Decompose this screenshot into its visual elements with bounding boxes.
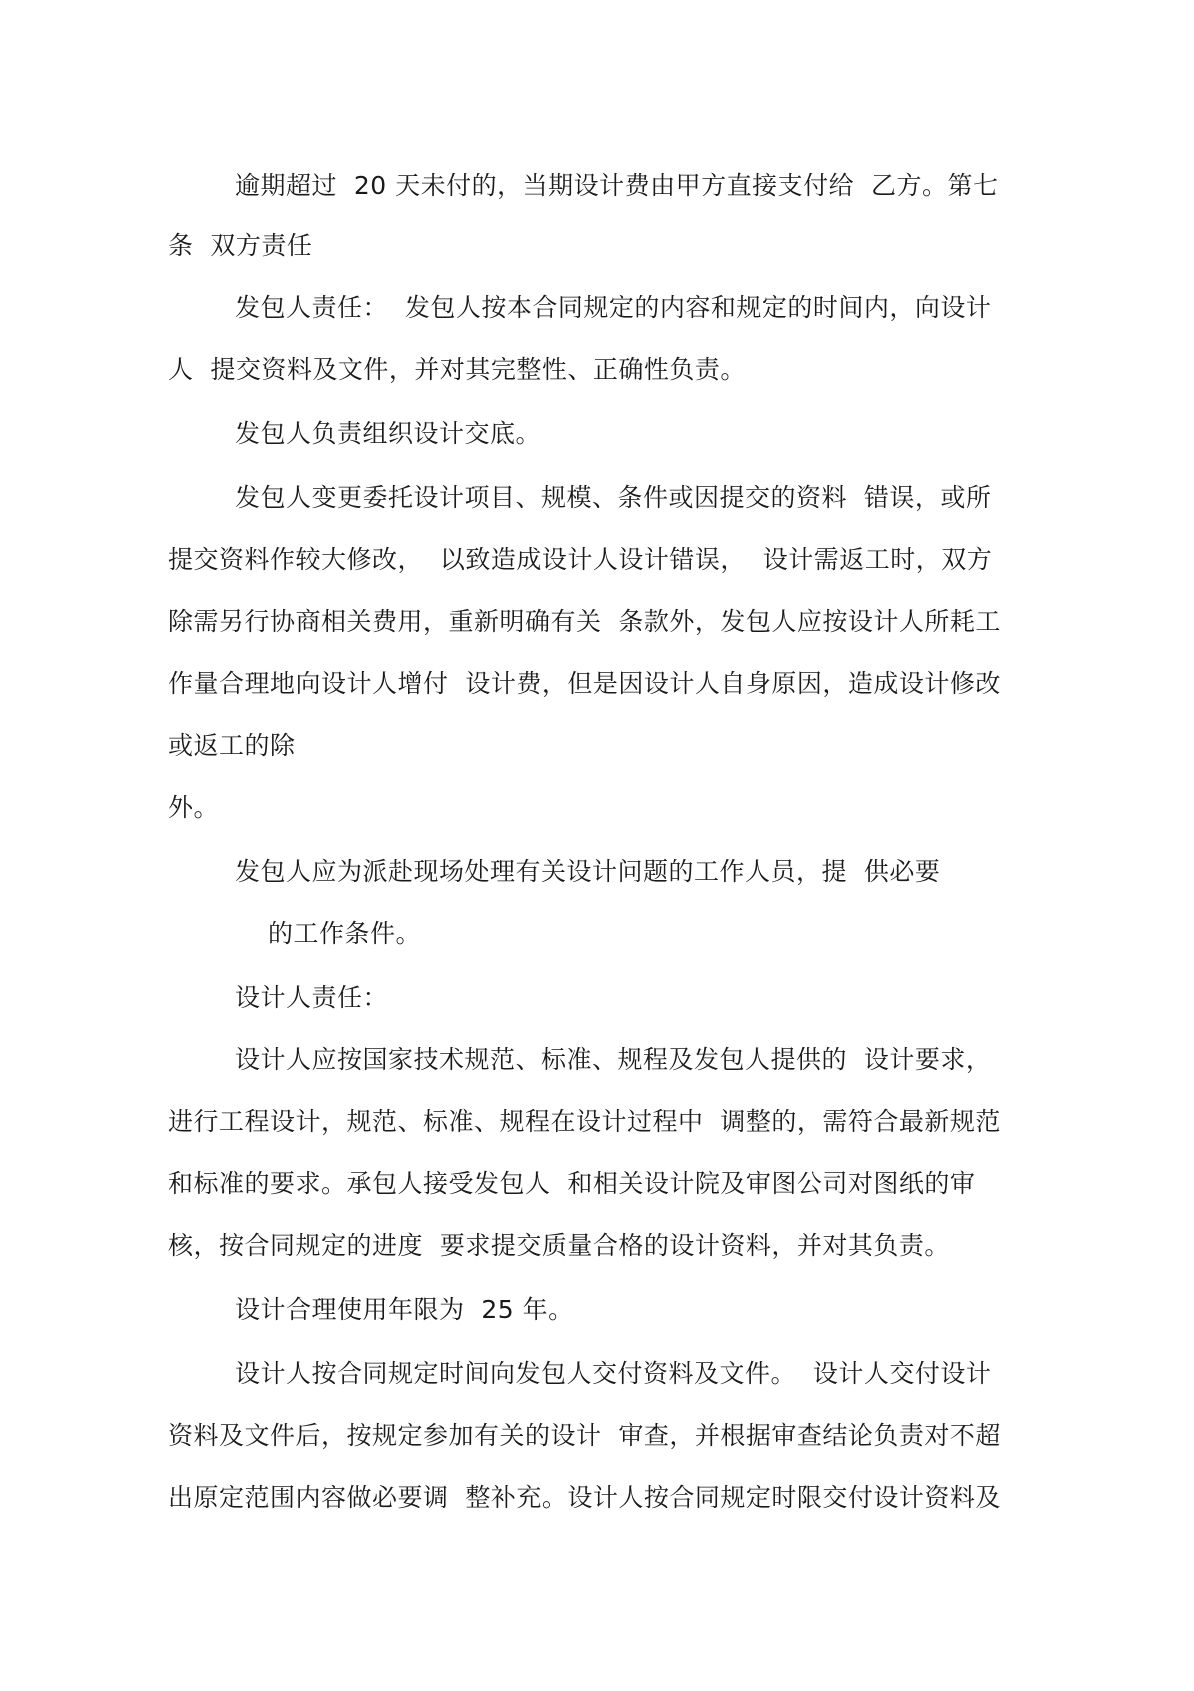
text-line: 发包人变更委托设计项目、规模、条件或因提交的资料 错误，或所: [235, 483, 992, 512]
text-line: 设计人按合同规定时间向发包人交付资料及文件。 设计人交付设计: [235, 1359, 992, 1388]
text-line: 逾期超过 20 天未付的，当期设计费由甲方直接支付给 乙方。第七: [235, 171, 999, 200]
text-line: 作量合理地向设计人增付 设计费，但是因设计人自身原因，造成设计修改: [168, 669, 1001, 698]
text-line: 发包人负责组织设计交底。: [235, 419, 542, 448]
text-line: 出原定范围内容做必要调 整补充。设计人按合同规定时限交付设计资料及: [168, 1483, 1001, 1512]
text-line: 除需另行协商相关费用，重新明确有关 条款外，发包人应按设计人所耗工: [168, 607, 1001, 636]
text-line: 和标准的要求。承包人接受发包人 和相关设计院及审图公司对图纸的审: [168, 1169, 976, 1198]
text-line: 资料及文件后，按规定参加有关的设计 审查，并根据审查结论负责对不超: [168, 1421, 1001, 1450]
text-line: 核，按合同规定的进度 要求提交质量合格的设计资料，并对其负责。: [168, 1231, 950, 1260]
text-line: 发包人责任： 发包人按本合同规定的内容和规定的时间内，向设计: [235, 293, 992, 322]
text-line: 外。: [168, 793, 220, 822]
text-line: 进行工程设计，规范、标准、规程在设计过程中 调整的，需符合最新规范: [168, 1107, 1001, 1136]
text-line: 设计人应按国家技术规范、标准、规程及发包人提供的 设计要求，: [235, 1045, 992, 1074]
text-line: 发包人应为派赴现场处理有关设计问题的工作人员，提 供必要: [235, 857, 941, 886]
text-line: 的工作条件。: [268, 919, 422, 948]
text-line: 人 提交资料及文件，并对其完整性、正确性负责。: [168, 355, 746, 384]
text-line: 提交资料作较大修改， 以致造成设计人设计错误， 设计需返工时，双方: [168, 545, 993, 574]
text-line: 或返工的除: [168, 731, 296, 760]
section-heading: 条 双方责任: [168, 231, 313, 260]
text-line: 设计合理使用年限为 25 年。: [235, 1295, 574, 1324]
subheading: 设计人责任：: [235, 983, 389, 1012]
